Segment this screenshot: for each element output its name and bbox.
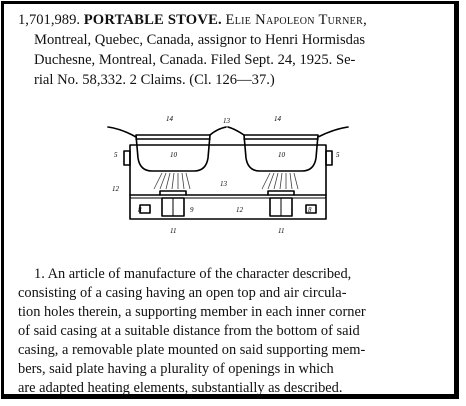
header-line-3: Duchesne, Montreal, Canada. Filed Sept. 24, 1925. Se- — [34, 52, 356, 68]
inventor-name: Elie Napoleon Turner — [225, 12, 364, 28]
left-handle — [108, 127, 136, 137]
patent-number: 1,701,989. — [18, 12, 81, 28]
claim-line: consisting of a casing having an open top and air circula- — [18, 285, 347, 301]
label-14-right: 14 — [274, 115, 281, 123]
header-line-1-rest: , — [363, 12, 367, 28]
header-line-2: Montreal, Quebec, Canada, assignor to Henri Hormisdas — [34, 32, 366, 48]
stove-drawing — [102, 113, 352, 238]
label-11-right: 11 — [278, 227, 285, 235]
label-14-left: 14 — [166, 115, 173, 123]
label-9: 9 — [190, 206, 194, 214]
label-8-right: 8 — [308, 206, 312, 214]
label-10-right: 10 — [278, 151, 285, 159]
label-5-left: 5 — [114, 151, 118, 159]
label-8-left: 8 — [138, 206, 142, 214]
claim-line: bers, said plate having a plurality of openings in which — [18, 361, 334, 377]
claim-line: 1. An article of manufacture of the character described, — [34, 266, 352, 282]
header-line-1 — [18, 10, 456, 30]
label-13-mid: 13 — [220, 180, 227, 188]
claim-text — [18, 265, 458, 398]
header-line-4: rial No. 58,332. 2 Claims. (Cl. 126—37.) — [34, 72, 275, 88]
label-13-top: 13 — [223, 117, 230, 125]
claim-line: casing, a removable plate mounted on said supporting mem- — [18, 342, 366, 358]
patent-header — [18, 10, 456, 90]
claim-line: tion holes therein, a supporting member in each inner corner — [18, 304, 366, 320]
label-10-left: 10 — [170, 151, 177, 159]
label-5-right: 5 — [336, 151, 340, 159]
patent-title: PORTABLE STOVE. — [83, 12, 222, 28]
claim-line: are adapted heating elements, substantially as described. — [18, 380, 343, 396]
right-handle — [318, 127, 348, 137]
label-11-left: 11 — [170, 227, 177, 235]
label-12-left: 12 — [112, 185, 119, 193]
claim-line: of said casing at a suitable distance from the bottom of said — [18, 323, 360, 339]
label-12-mid: 12 — [236, 206, 243, 214]
